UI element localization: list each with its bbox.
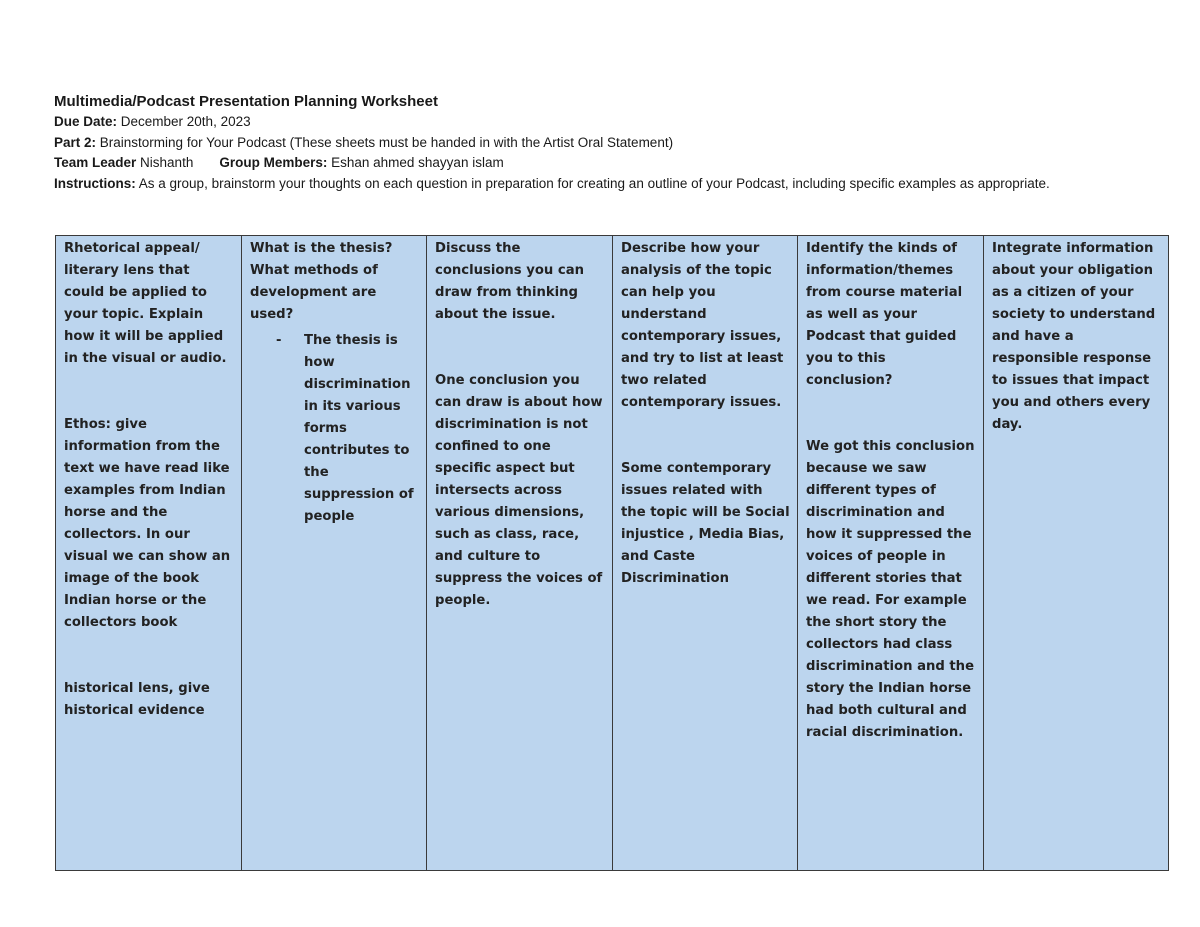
due-date-value: December 20th, 2023 [117,114,251,129]
due-date-line [54,112,1164,133]
cell-question: Discuss the conclusions you can draw from thinking about the issue. [435,241,584,322]
bullet-item [250,330,419,528]
table-cell-rhetorical-appeal [56,236,242,870]
cell-answer: One conclusion you can draw is about how discrimination is not confined to one specific aspect but intersects across various dimensions, such as class, race, and culture to suppress the voices of people. [435,373,603,608]
cell-answer: We got this conclusion because we saw different types of discrimination and how it suppressed the voices of people in different stories that we read. For example the short story the collectors had class discrimination and the story the Indian horse had both cultural and racial discrimination. [806,439,975,740]
team-leader-label: Team Leader [54,155,137,170]
table-cell-thesis [242,236,427,870]
part-label: Part 2: [54,134,97,150]
instructions-label: Instructions: [54,175,136,191]
team-line [54,153,1164,174]
team-leader-value: Nishanth [136,155,194,170]
worksheet-title: Multimedia/Podcast Presentation Planning Worksheet [54,93,438,110]
cell-question: What is the thesis? What methods of development are used? [250,241,393,322]
cell-answer: Ethos: give information from the text we have read like examples from Indian horse and the collectors. In our visual we can show an image of the book Indian horse or the collectors book [64,417,231,630]
table-cell-conclusions [427,236,613,870]
cell-answer: Some contemporary issues related with the topic will be Social injustice , Media Bias, and Caste Discrimination [621,461,790,586]
part-line [54,133,1164,154]
worksheet-header [54,92,1164,194]
group-members-value: Eshan ahmed shayyan islam [327,155,504,170]
bullet-dash: - [276,333,282,348]
table-cell-information-themes [798,236,984,870]
cell-answer: The thesis is how discrimination in its various forms contributes to the suppression of people [304,333,414,524]
brainstorm-table [55,235,1169,871]
part-value: Brainstorming for Your Podcast (These sheets must be handed in with the Artist Oral Statement) [96,134,674,150]
instructions-value: As a group, brainstorm your thoughts on each question in preparation for creating an outline of your Podcast, including specific examples as appropriate. [135,175,1050,191]
instructions-line [54,174,1164,195]
cell-question: Integrate information about your obligation as a citizen of your society to understand and have a responsible response to issues that impact you and others every day. [992,241,1156,432]
table-cell-citizen-obligation [984,236,1168,870]
cell-question: Identify the kinds of information/themes from course material as well as your Podcast that guided you to this conclusion? [806,241,963,388]
cell-answer: historical lens, give historical evidence [64,681,210,718]
cell-question: Rhetorical appeal/ literary lens that could be applied to your topic. Explain how it will be applied in the visual or audio. [64,241,227,366]
due-date-label: Due Date: [54,114,118,129]
group-members-label: Group Members: [219,155,328,170]
table-cell-contemporary-issues [613,236,798,870]
cell-question: Describe how your analysis of the topic can help you understand contemporary issues, and try to list at least two related contemporary issues. [621,241,784,410]
